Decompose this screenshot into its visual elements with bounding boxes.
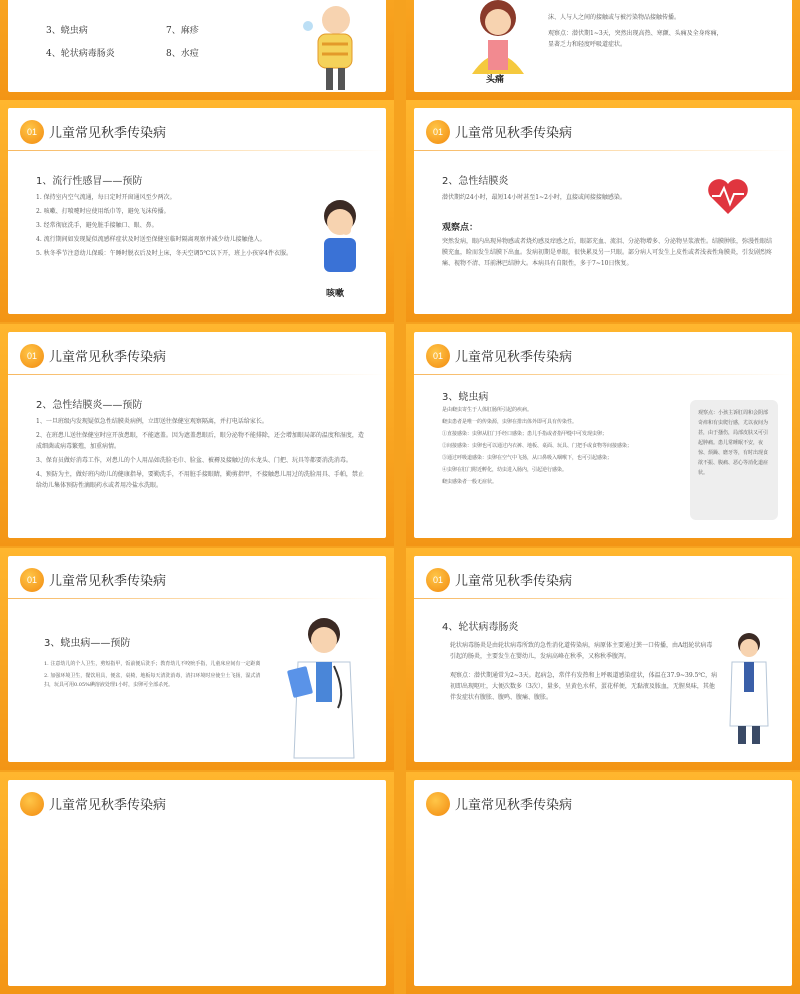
list-item: ④虫卵在肛门附近孵化，幼虫进入肠内，引起逆行感染。 [442, 467, 568, 473]
observation-box: 观察点：小孩主诉肛周和会阴部奇痒和有虫爬行感，尤以夜间为甚，由于搔伤，局部皮肤又可引起肿痛。患儿常睡眠不安，夜惊、烦躁、磨牙等，有时出现食欲不振、腹痛、恶心等消化道症状。 [690, 400, 778, 520]
slide-next [406, 772, 800, 994]
slide-header [414, 332, 792, 374]
slide-rotavirus [406, 548, 800, 770]
slide-header [8, 332, 386, 374]
section-badge: 01 [426, 120, 450, 144]
observation-text: 突然发病，眼内出现异物感或者烧灼感及痒感之后，眼部充血、流泪、分泌物增多、分泌物呈浆液性。结膜肿胀，弥漫性眼结膜充血，睑而发生结膜下出血。发病初期是单眼，很快累及另一只眼。部分病人可发生上皮性或者浅表性角膜炎，引发剧烈疼痛、视物不清、耳前淋巴结肿大。本病具有自限性，多于7~10日恢复。 [442, 238, 773, 267]
slide-body [414, 0, 792, 92]
list-item: ③通过呼吸道感染：虫卵在空气中飞扬，从口鼻吸入咽喉下，也可引起感染； [442, 455, 613, 461]
sick-child-illustration [288, 0, 368, 92]
list-item: 蛲虫感染者一般无症状。 [442, 479, 498, 485]
slide-subtitle: 2、急性结膜炎——预防 [36, 400, 143, 411]
slide-body [8, 556, 386, 762]
section-badge: 01 [20, 120, 44, 144]
paragraph: 观察点：潜伏期通常为2~3天。起病急，常伴有发热和上呼吸道感染症状，体温在37.9~39.5℃，病初即出现呕吐，大便次数多（3次），量多，呈黄色水样，蛋花样便，无黏液及脓血，无腥臭味，其他伴发症状有腹胀、腹鸣、腹痛、腹胀。 [450, 672, 718, 701]
slide-title: 儿童常见秋季传染病 [49, 350, 167, 365]
illustration-caption: 咳嗽 [326, 289, 345, 299]
list-item: 1. 保持室内空气流通，每日定时开窗通风至少两次。 [36, 194, 176, 201]
list-item: 4、预防为主，做好班内幼儿的健康指导，要勤洗手，不用脏手接眼睛，勤剪指甲，不接触患儿用过的洗脸用具、手帕，禁止给幼儿集体预防性滴眼药水或者用冷盐水洗眼。 [36, 471, 364, 489]
header-divider [8, 374, 386, 375]
slide-flu-observe [406, 0, 800, 100]
slide-body [8, 0, 386, 92]
slide-list [44, 660, 264, 693]
slide-pinworm-prevention [0, 548, 394, 770]
header-divider [414, 374, 792, 375]
slide-title: 儿童常见秋季传染病 [49, 126, 167, 141]
slide-subtitle: 4、轮状病毒肠炎 [442, 622, 519, 633]
slide-subtitle: 2、急性结膜炎 [442, 176, 509, 187]
list-item: 1、一旦班级内发现疑似急性结膜炎病例，立即送往保健室观察隔离，并打电话给家长。 [36, 418, 268, 425]
intro-text: 潜伏期约24小时，最短14小时甚至1~2小时，直接或间接接触感染。 [442, 194, 626, 201]
slide-list [36, 192, 306, 262]
paragraph: 沫、人与人之间的接触或与被污染物品接触传播。 [548, 14, 681, 21]
list-item: 2、在班患儿送往保健室时应开放患眼，不能遮盖。因为遮盖患眼后，眼分泌物不能排除，还会增加眼局部的温度和湿度，造成细菌或病毒繁殖，加重病情。 [36, 432, 364, 450]
coughing-boy-illustration [314, 196, 366, 276]
list-item: ②间接感染：虫卵也可以通过内衣裤、地板、桌面、玩具、门把手或食物等间接感染； [442, 443, 633, 449]
list-item: 3、蛲虫病 [46, 26, 88, 36]
list-item: 1. 注意幼儿的个人卫生，剪短指甲，饭前便后洗手；教育幼儿不咬吮手指，儿童床应间有一定距离 [44, 661, 261, 667]
slide-title: 儿童常见秋季传染病 [455, 798, 573, 813]
slide-list [0, 0, 394, 100]
list-item: 5. 秋冬季节注意幼儿保暖：午睡时脱衣后及时上床，冬天空调5℃以下开，班上小孩穿4件衣服。 [36, 250, 292, 257]
slide-list [36, 416, 366, 494]
doctor-illustration [724, 628, 774, 746]
slide-subtitle: 1、流行性感冒——预防 [36, 176, 143, 187]
list-item: 是由蛲虫寄生于人体肛肠所引起的疾病。 [442, 407, 533, 413]
slide-pinworm [406, 324, 800, 546]
slide-body [8, 108, 386, 314]
list-item: 蛲虫患者是唯一的传染源，虫卵在排出体外即可具有传染性。 [442, 419, 578, 425]
slide-text [548, 12, 728, 53]
list-item: 2. 咳嗽、打喷嚏时应使用纸巾等，避免飞沫传播。 [36, 208, 170, 215]
section-badge: 01 [426, 568, 450, 592]
slide-header [414, 108, 792, 150]
slide-subtitle: 3、蛲虫病——预防 [44, 638, 131, 649]
section-badge: 01 [20, 344, 44, 368]
slide-title: 儿童常见秋季传染病 [49, 574, 167, 589]
list-item: 3、保育员做好消毒工作，对患儿的个人用品如洗脸毛巾、脸盆、被褥及接触过的水龙头、门把、玩具等都要消洗消毒。 [36, 457, 352, 464]
header-divider [414, 150, 792, 151]
paragraph: 观察点：潜伏期1~3天，突然出现高热、寒颤、头痛及全身疼痛，显著乏力和轻度呼吸道症状。 [548, 30, 723, 48]
slide-next [0, 772, 394, 994]
header-divider [8, 598, 386, 599]
slide-conjunctivitis-prevention [0, 324, 394, 546]
slide-body [414, 332, 792, 538]
slide-title: 儿童常见秋季传染病 [49, 798, 167, 813]
doctor-illustration [280, 612, 366, 762]
slide-body [8, 780, 386, 986]
slide-body [414, 108, 792, 314]
list-item: 4、轮状病毒肠炎 [46, 49, 115, 59]
list-item: ①直接感染：虫卵从肛门手经口感染；患儿手指或者指甲缝中可发现虫卵； [442, 431, 608, 437]
slide-header [8, 108, 386, 150]
section-badge: 01 [426, 344, 450, 368]
slide-list [442, 406, 682, 490]
observation-title: 观察点： [442, 223, 479, 233]
list-item: 7、麻疹 [166, 26, 199, 36]
section-badge [20, 792, 44, 816]
slide-title: 儿童常见秋季传染病 [455, 574, 573, 589]
list-item: 4. 流行期间如发现疑似流感样症状及时送至保健室临时隔离观察并减少幼儿接触他人。 [36, 236, 266, 243]
illustration-caption: 头痛 [486, 75, 505, 85]
slide-body [8, 332, 386, 538]
heart-monitor-icon [704, 174, 752, 218]
slide-header [8, 556, 386, 598]
list-item: 2. 加强环境卫生，餐饮用具，便盆，桌椅，地板每天清洗消毒，清扫环境时应使尘土飞扬，湿式清扫，玩具可用0.05%碘溶液处理1小时，虫卵可全部杀死。 [44, 673, 261, 688]
slide-header [414, 556, 792, 598]
list-item: 3. 经常彻底洗手，避免脏手接触口、眼、鼻。 [36, 222, 158, 229]
slide-list [450, 640, 718, 706]
slide-flu-prevention [0, 100, 394, 322]
slide-title: 儿童常见秋季传染病 [455, 350, 573, 365]
slide-title: 儿童常见秋季传染病 [455, 126, 573, 141]
header-divider [8, 150, 386, 151]
slide-subtitle: 3、蛲虫病 [442, 392, 489, 403]
slide-body [414, 780, 792, 986]
list-item: 8、水痘 [166, 49, 199, 59]
section-badge: 01 [20, 568, 44, 592]
header-divider [414, 598, 792, 599]
slide-conjunctivitis [406, 100, 800, 322]
paragraph: 轮状病毒肠炎是由轮状病毒所致的急性消化道传染病，病原体主要通过粪一口传播，由A组轮状病毒引起的肠炎，主要发生在婴幼儿，发病高峰在秋季，又称秋季腹泻。 [450, 642, 713, 660]
slide-body [414, 556, 792, 762]
section-badge [426, 792, 450, 816]
